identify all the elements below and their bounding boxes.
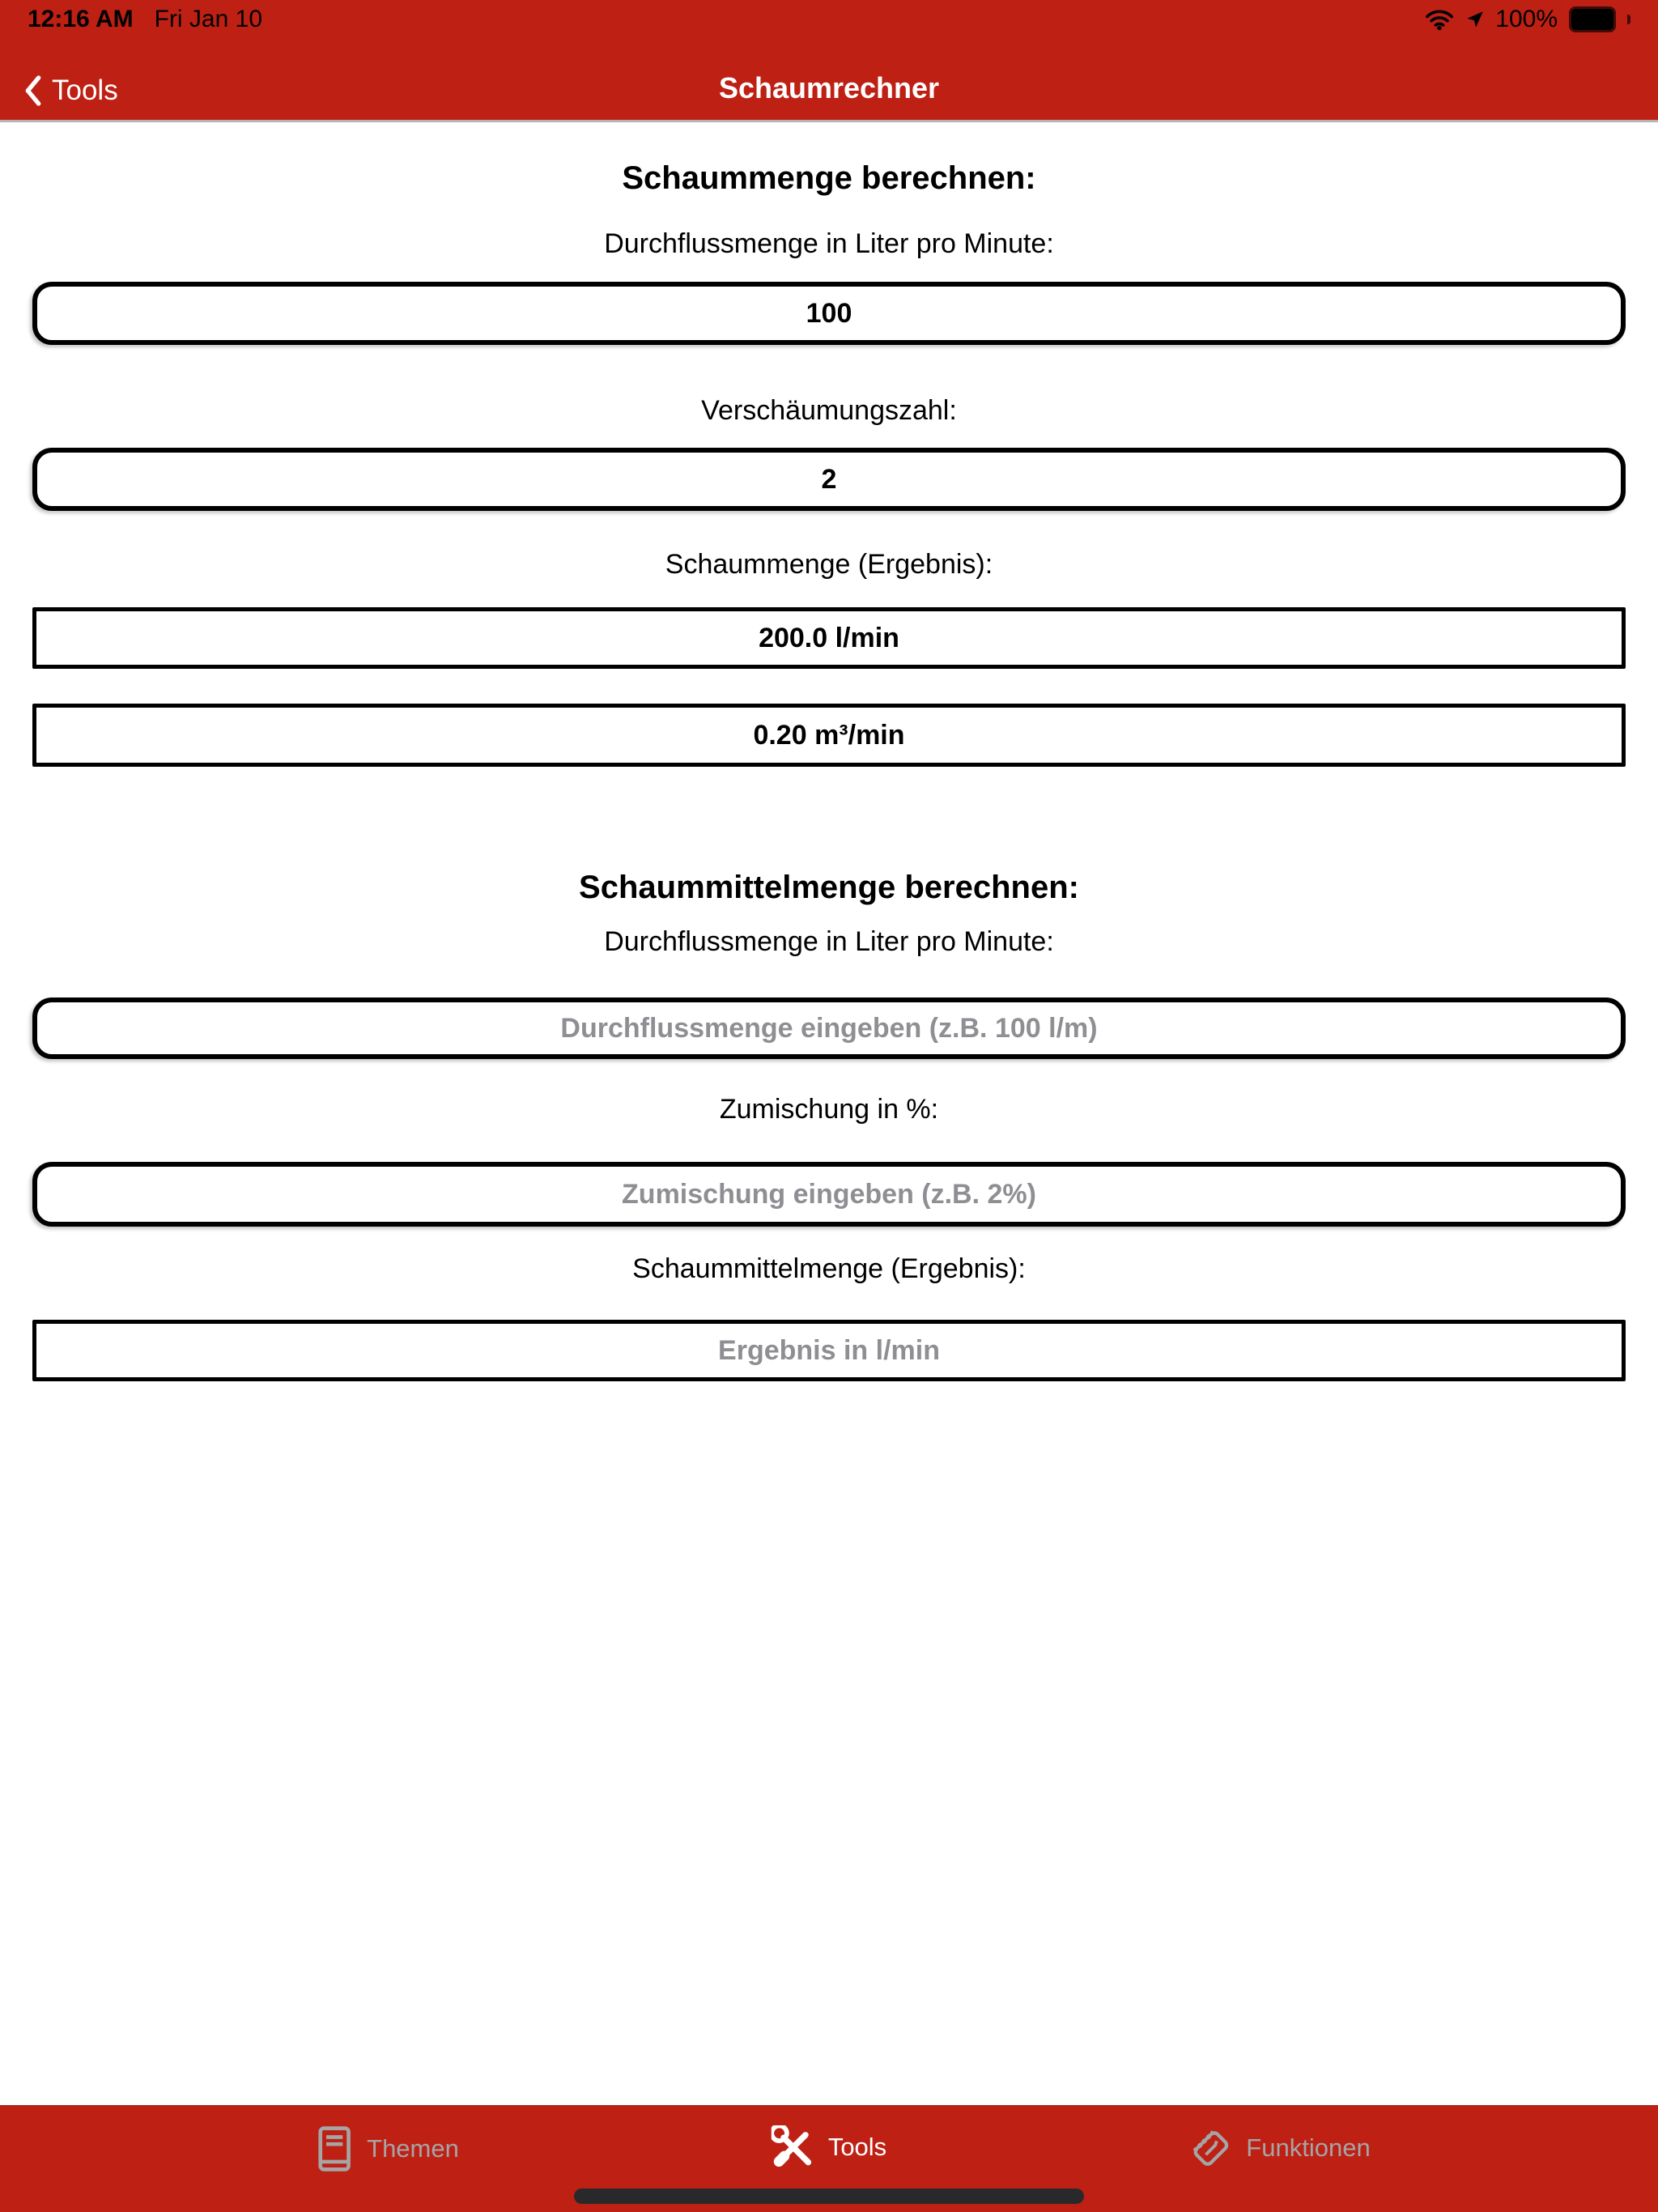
nav-bar — [0, 39, 1658, 120]
back-button-label: Tools — [52, 74, 118, 106]
foam-quantity-result-m3min: 0.20 m³/min — [32, 704, 1626, 767]
wrench-screwdriver-icon — [772, 2125, 815, 2169]
status-bar — [0, 0, 1658, 39]
tab-tools[interactable] — [772, 2125, 886, 2169]
chevron-left-icon — [23, 74, 44, 107]
nav-separator — [0, 120, 1658, 122]
tab-themen-label: Themen — [367, 2134, 459, 2163]
expansion-ratio-input[interactable] — [32, 448, 1626, 511]
battery-percent: 100% — [1495, 6, 1558, 32]
flow-rate-label-2: Durchflussmenge in Liter pro Minute: — [604, 926, 1054, 957]
status-right — [1424, 6, 1630, 33]
foam-agent-heading: Schaummittelmenge berechnen: — [579, 870, 1079, 905]
flow-rate-label-1: Durchflussmenge in Liter pro Minute: — [604, 228, 1054, 259]
tab-funktionen-label: Funktionen — [1246, 2133, 1371, 2162]
battery-cap — [1627, 15, 1630, 24]
battery-icon — [1569, 6, 1616, 32]
foam-agent-result-field: Ergebnis in l/min — [32, 1320, 1626, 1381]
admixture-input[interactable] — [32, 1162, 1626, 1227]
tab-funktionen[interactable] — [1188, 2125, 1370, 2171]
page-title: Schaumrechner — [718, 71, 940, 104]
flow-rate-input-1[interactable] — [32, 282, 1626, 345]
foam-quantity-heading: Schaummenge berechnen: — [622, 160, 1036, 196]
book-icon — [315, 2125, 354, 2172]
notepad-pencil-icon — [1188, 2125, 1233, 2171]
status-time: 12:16 AM — [28, 6, 134, 32]
tab-tools-label: Tools — [827, 2133, 887, 2161]
flow-rate-input-2[interactable] — [32, 998, 1626, 1059]
status-left — [28, 6, 262, 33]
home-indicator[interactable] — [574, 2189, 1084, 2204]
wifi-icon — [1424, 8, 1455, 31]
foam-agent-result-label: Schaummittelmenge (Ergebnis): — [632, 1253, 1026, 1284]
status-date: Fri Jan 10 — [154, 6, 262, 32]
expansion-ratio-label: Verschäumungszahl: — [701, 395, 957, 426]
back-button[interactable] — [23, 74, 118, 107]
tab-themen[interactable] — [315, 2125, 459, 2172]
admixture-label: Zumischung in %: — [719, 1094, 939, 1125]
location-icon — [1465, 9, 1486, 30]
foam-quantity-result-label: Schaummenge (Ergebnis): — [665, 549, 993, 580]
foam-quantity-result-lmin: 200.0 l/min — [32, 607, 1626, 669]
